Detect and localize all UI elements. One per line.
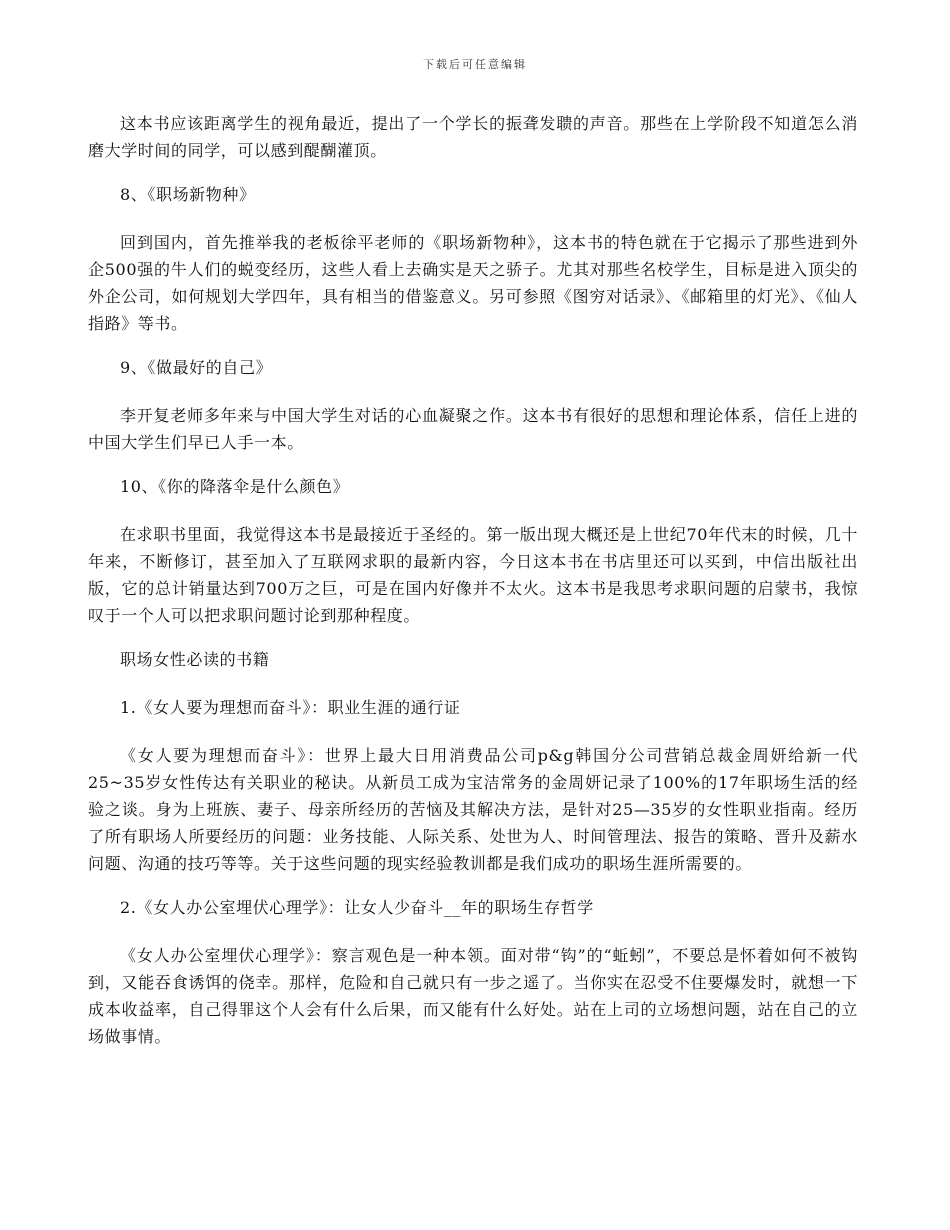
paragraph: 《女人要为理想而奋斗》：世界上最大日用消费品公司p&g韩国分公司营销总裁金周妍给新一代25~35岁女性传达有关职业的秘诀。从新员工成为宝洁常务的金周妍记录了100%的17年职场生活的经验之谈。身为上班族、妻子、母亲所经历的苦恼及其解决方法，是针对25—35岁的女性职业指南。经历了所有职场人所要经历的问题：业务技能、人际关系、处世为人、时间管理法、报告的策略、晋升及薪水问题、沟通的技巧等等。关于这些问题的现实经验教训都是我们成功的职场生涯所需要的。 (88, 746, 858, 873)
section-heading: 职场女性必读的书籍 (120, 650, 270, 669)
paragraph: 这本书应该距离学生的视角最近，提出了一个学长的振聋发聩的声音。那些在上学阶段不知道怎么消磨大学时间的同学，可以感到醍醐灌顶。 (88, 114, 858, 160)
header-note: 下载后可任意编辑 (423, 58, 527, 71)
section-heading: 1.《女人要为理想而奋斗》：职业生涯的通行证 (120, 698, 461, 717)
section-heading: 8、《职场新物种》 (120, 185, 256, 204)
paragraph: 回到国内，首先推举我的老板徐平老师的《职场新物种》，这本书的特色就在于它揭示了那些进到外企500强的牛人们的蜕变经历，这些人看上去确实是天之骄子。尤其对那些名校学生，目标是进入顶尖的外企公司，如何规划大学四年，具有相当的借鉴意义。另可参照《图穷对话录》、《邮箱里的灯光》、《仙人指路》等书。 (88, 233, 858, 333)
document-body (88, 110, 858, 1067)
paragraph: 李开复老师多年来与中国大学生对话的心血凝聚之作。这本书有很好的思想和理论体系，信任上进的中国大学生们早已人手一本。 (88, 406, 858, 452)
paragraph: 《女人办公室埋伏心理学》：察言观色是一种本领。面对带“钩”的“蚯蚓”，不要总是怀着如何不被钩到，又能吞食诱饵的侥幸。那样，危险和自己就只有一步之遥了。当你实在忍受不住要爆发时，就想一下成本收益率，自己得罪这个人会有什么后果，而又能有什么好处。站在上司的立场想问题，站在自己的立场做事情。 (88, 946, 858, 1046)
section-heading: 9、《做最好的自己》 (120, 358, 273, 377)
section-heading: 10、《你的降落伞是什么颜色》 (120, 477, 350, 496)
paragraph: 在求职书里面，我觉得这本书是最接近于圣经的。第一版出现大概还是上世纪70年代末的时候，几十年来，不断修订，甚至加入了互联网求职的最新内容，今日这本书在书店里还可以买到，中信出版社出版，它的总计销量达到700万之巨，可是在国内好像并不太火。这本书是我思考求职问题的启蒙书，我惊叹于一个人可以把求职问题讨论到那种程度。 (88, 525, 858, 625)
section-heading: 2.《女人办公室埋伏心理学》：让女人少奋斗__年的职场生存哲学 (120, 898, 594, 917)
